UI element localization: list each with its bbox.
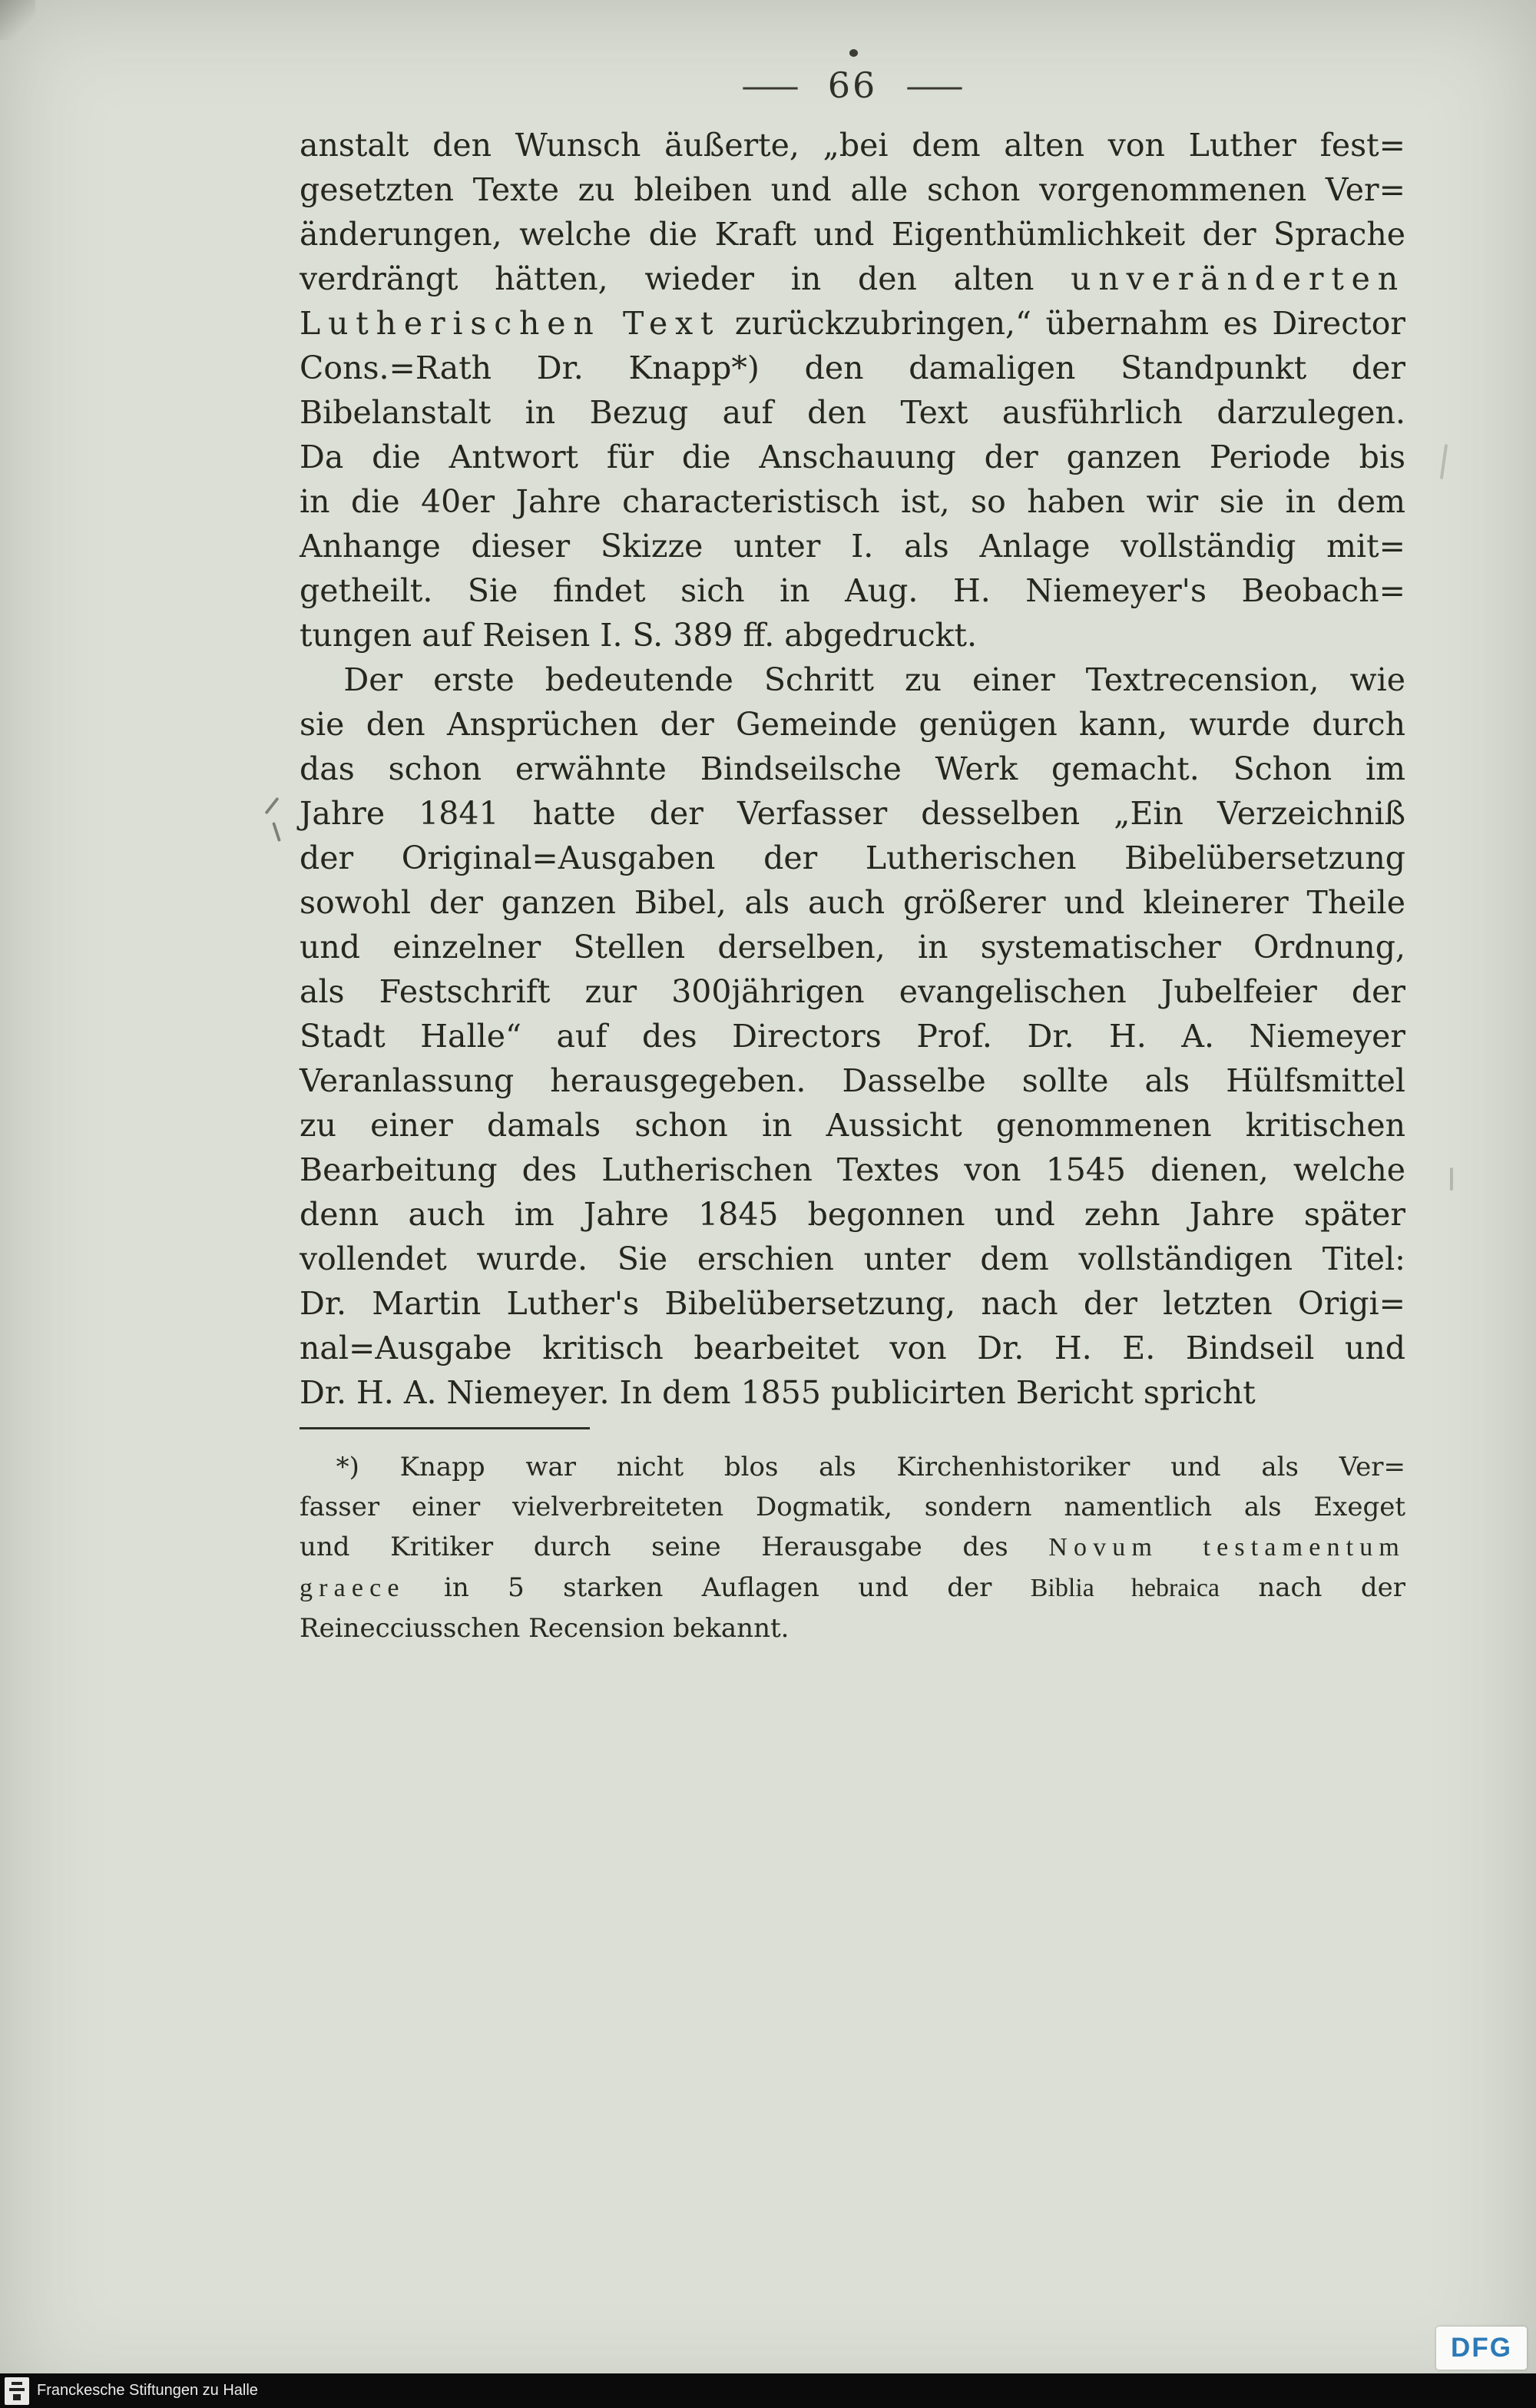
text-line (300, 1527, 1405, 1568)
text-segment: in die 40er Jahre characteristisch ist, so haben wir sie in dem (300, 483, 1405, 520)
text-segment: Bearbeitung des Lutherischen Textes von 1545 dienen, welche (300, 1151, 1405, 1188)
text-segment: tungen auf Reisen I. S. 389 ff. abgedruckt. (300, 617, 978, 654)
text-segment: in 5 starken Auflagen und der (405, 1572, 1031, 1603)
text-line (300, 747, 1405, 791)
text-line (300, 1103, 1405, 1148)
text-segment: nal=Ausgabe kritisch bearbeitet von Dr. H. E. Bindseil und (300, 1330, 1405, 1366)
text-line (300, 212, 1405, 257)
margin-mark (1440, 444, 1448, 479)
text-line (300, 257, 1405, 301)
text-line (300, 346, 1405, 390)
text-line (300, 613, 1405, 657)
text-segment: sowohl der ganzen Bibel, als auch größerer und kleinerer Theile (300, 884, 1405, 921)
text-line (300, 524, 1405, 568)
text-segment: zurückzubringen,“ übernahm es Director (720, 305, 1405, 342)
text-line (300, 435, 1405, 479)
text-segment: anstalt den Wunsch äußerte, „bei dem alten von Luther fest= (300, 127, 1405, 164)
text-segment: Dr. H. A. Niemeyer. In dem 1855 publicirten Bericht spricht (300, 1374, 1256, 1411)
text-line (300, 390, 1405, 435)
library-name: Franckesche Stiftungen zu Halle (37, 2382, 258, 2399)
text-line (300, 657, 1405, 702)
text-segment: denn auch im Jahre 1845 begonnen und zehn Jahre später (300, 1196, 1405, 1233)
text-line (300, 880, 1405, 925)
text-line (300, 925, 1405, 969)
margin-mark (1450, 1168, 1453, 1191)
text-segment: als Festschrift zur 300jährigen evangelischen Jubelfeier der (300, 973, 1405, 1010)
page-header (300, 65, 1405, 106)
text-segment: gesetzten Texte zu bleiben und alle schon vorgenommenen Ver= (300, 171, 1405, 208)
text-segment: Biblia hebraica (1030, 1574, 1220, 1602)
text-segment: und einzelner Stellen derselben, in systematischer Ordnung, (300, 929, 1405, 966)
text-segment: der Original=Ausgaben der Lutherischen Bibelübersetzung (300, 840, 1405, 876)
text-segment: Da die Antwort für die Anschauung der ganzen Periode bis (300, 439, 1405, 475)
text-line (300, 123, 1405, 167)
header-dash-right: — (905, 65, 965, 106)
footnote-rule (300, 1427, 590, 1429)
text-line (300, 1370, 1405, 1415)
body-text (300, 123, 1405, 1415)
text-line (300, 702, 1405, 747)
text-line (300, 479, 1405, 524)
text-segment: Cons.=Rath Dr. Knapp*) den damaligen Standpunkt der (300, 349, 1405, 386)
text-segment: änderungen, welche die Kraft und Eigenthümlichkeit der Sprache (300, 216, 1405, 253)
text-segment: verdrängt hätten, wieder in den alten (300, 260, 1071, 297)
text-segment: fasser einer vielverbreiteten Dogmatik, sondern namentlich als Exeget (300, 1492, 1405, 1522)
footer-bar (0, 2373, 1536, 2408)
text-segment: vollendet wurde. Sie erschien unter dem vollständigen Titel: (300, 1240, 1405, 1277)
text-line (300, 167, 1405, 212)
text-segment: und Kritiker durch seine Herausgabe des (300, 1532, 1049, 1562)
text-segment: Reinecciusschen Recension bekannt. (300, 1613, 790, 1644)
text-line (300, 1447, 1405, 1487)
margin-pen-mark (264, 796, 287, 850)
text-segment: Dr. Martin Luther's Bibelübersetzung, nach der letzten Origi= (300, 1285, 1405, 1322)
text-segment: Der erste bedeutende Schritt zu einer Textrecension, wie (343, 661, 1405, 698)
text-line (300, 1281, 1405, 1326)
text-segment: das schon erwähnte Bindseilsche Werk gemacht. Schon im (300, 750, 1405, 787)
ornament-dot (849, 49, 858, 57)
text-segment: Anhange dieser Skizze unter I. als Anlage vollständig mit= (300, 528, 1405, 565)
text-line (300, 1148, 1405, 1192)
header-dash-left: — (740, 65, 800, 106)
text-segment: Lutherischen Text (300, 305, 721, 342)
text-line (300, 1192, 1405, 1237)
text-segment: Bibelanstalt in Bezug auf den Text ausführlich darzulegen. (300, 394, 1405, 431)
page-number: 66 (827, 65, 878, 106)
text-segment: Stadt Halle“ auf des Directors Prof. Dr. H. A. Niemeyer (300, 1018, 1405, 1055)
text-line (300, 1237, 1405, 1281)
text-line (300, 836, 1405, 880)
text-line (300, 568, 1405, 613)
text-segment: sie den Ansprüchen der Gemeinde genügen kann, wurde durch (300, 706, 1405, 743)
text-line (300, 1608, 1405, 1648)
text-segment: graece (300, 1574, 406, 1602)
text-segment: zu einer damals schon in Aussicht genommenen kritischen (300, 1107, 1405, 1144)
text-segment: getheilt. Sie findet sich in Aug. H. Niemeyer's Beobach= (300, 572, 1405, 609)
text-segment: Novum testamentum (1048, 1533, 1405, 1562)
text-line (300, 1326, 1405, 1370)
text-line (300, 791, 1405, 836)
text-line (300, 1014, 1405, 1058)
text-line (300, 1487, 1405, 1527)
text-line (300, 1058, 1405, 1103)
text-line (300, 969, 1405, 1014)
text-segment: Jahre 1841 hatte der Verfasser desselben „Ein Verzeichniß (300, 795, 1405, 832)
text-line (300, 301, 1405, 346)
footnote-text (300, 1447, 1405, 1648)
text-line (300, 1568, 1405, 1608)
text-segment: Veranlassung herausgegeben. Dasselbe sollte als Hülfsmittel (300, 1062, 1405, 1099)
library-logo (5, 2377, 29, 2405)
scan-edge-artifact (0, 0, 35, 40)
text-segment: unveränderten (1071, 260, 1405, 297)
text-segment: *) Knapp war nicht blos als Kirchenhistoriker und als Ver= (336, 1452, 1405, 1482)
text-segment: nach der (1220, 1572, 1405, 1603)
dfg-logo: DFG (1436, 2327, 1527, 2370)
